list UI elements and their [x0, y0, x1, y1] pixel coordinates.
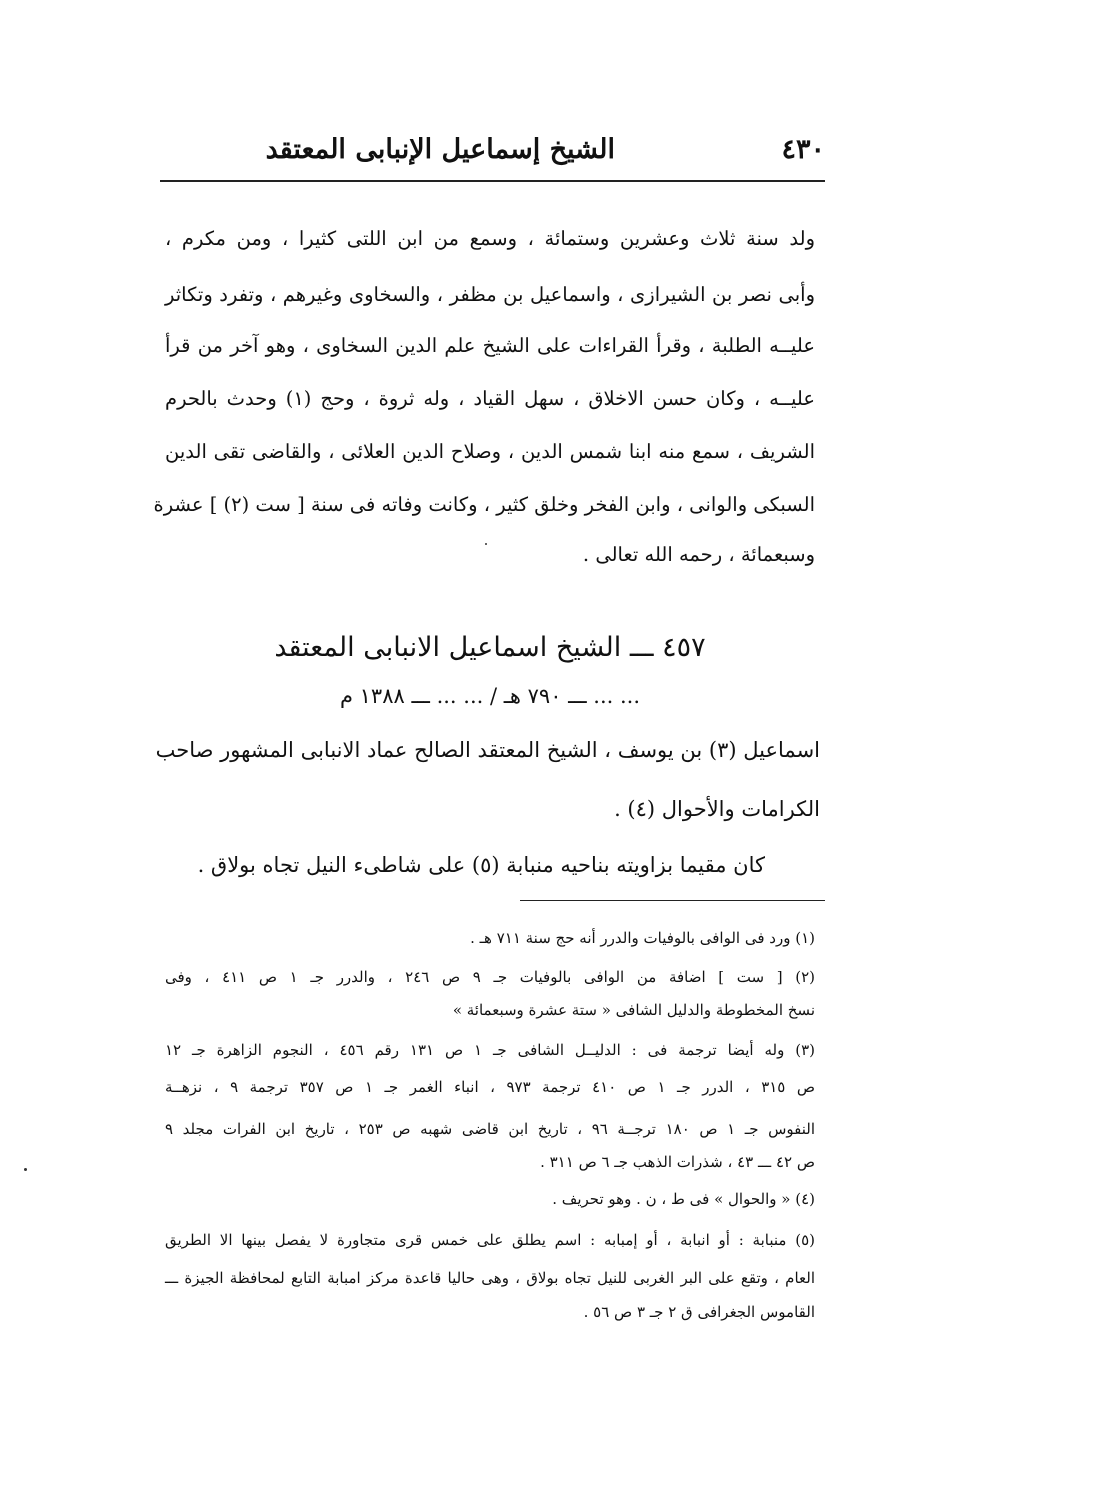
footnote-line: العام ، وتقع على البر الغربى للنيل تجاه بولاق ، وهى حاليا قاعدة مركز امبابة التابع لمحافظة الجيزة ـــ — [165, 1269, 815, 1287]
page-number: ٤٣٠ — [781, 134, 825, 165]
text-line: الشريف ، سمع منه ابنا شمس الدين ، وصلاح الدين العلائى ، والقاضى تقى الدين — [165, 440, 815, 463]
footnote-line: القاموس الجغرافى ق ٢ جـ ٣ ص ٥٦ . — [583, 1303, 815, 1321]
bio-line: الكرامات والأحوال (٤) . — [614, 797, 820, 821]
bio-line: كان مقيما بزاويته بناحيه منبابة (٥) على شاطىء النيل تجاه بولاق . — [197, 853, 765, 877]
footnote-line: (٤) « والحوال » فى ط ، ن . وهو تحريف . — [552, 1190, 815, 1208]
footnote-line: نسخ المخطوطة والدليل الشافى « ستة عشرة وسبعمائة » — [452, 1001, 815, 1019]
text-line: وأبى نصر بن الشيرازى ، واسماعيل بن مظفر ، والسخاوى وغيرهم ، وتفرد وتكاثر — [165, 283, 815, 306]
bio-line: اسماعيل (٣) بن يوسف ، الشيخ المعتقد الصالح عماد الانبابى المشهور صاحب — [155, 738, 820, 762]
footnote-line: (٥) منبابة : أو انبابة ، أو إمبابه : اسم يطلق على خمس قرى متجاورة لا يفصل بينها الا الطريق — [165, 1231, 815, 1249]
footnote-line: ص ٤٢ ـــ ٤٣ ، شذرات الذهب جـ ٦ ص ٣١١ . — [540, 1153, 815, 1171]
text-line: وسبعمائة ، رحمه الله تعالى . — [582, 543, 815, 566]
scan-speck — [485, 543, 487, 545]
text-line: عليــه ، وكان حسن الاخلاق ، سهل القياد ، وله ثروة ، وحج (١) وحدث بالحرم — [165, 387, 815, 410]
entry-dates: ... ... ـــ ٧٩٠ هـ / ... ... ـــ ١٣٨٨ م — [339, 684, 641, 708]
header-rule — [160, 180, 825, 182]
running-title: الشيخ إسماعيل الإنبابى المعتقد — [265, 134, 615, 165]
footnote-line: ص ٣١٥ ، الدرر جـ ١ ص ٤١٠ ترجمة ٩٧٣ ، انباء الغمر جـ ١ ص ٣٥٧ ترجمة ٩ ، نزهــة — [165, 1078, 816, 1096]
text-line: عليــه الطلبة ، وقرأ القراءات على الشيخ علم الدين السخاوى ، وهو آخر من قرأ — [165, 334, 815, 357]
entry-heading: ٤٥٧ ـــ الشيخ اسماعيل الانبابى المعتقد — [274, 632, 706, 663]
footnote-rule — [520, 900, 825, 901]
footnote-line: (١) ورد فى الوافى بالوفيات والدرر أنه حج سنة ٧١١ هـ . — [470, 929, 815, 947]
footnote-line: (٢) [ ست ] اضافة من الوافى بالوفيات جـ ٩ ص ٢٤٦ ، والدرر جـ ١ ص ٤١١ ، وفى — [165, 968, 816, 986]
running-header — [160, 130, 825, 178]
text-line: السبكى والوانى ، وابن الفخر وخلق كثير ، وكانت وفاته فى سنة [ ست (٢) ] عشرة — [153, 493, 815, 516]
scan-speck — [24, 1168, 27, 1171]
footnote-line: النفوس جـ ١ ص ١٨٠ ترجــة ٩٦ ، تاريخ ابن قاضى شهبه ص ٢٥٣ ، تاريخ ابن الفرات مجلد ٩ — [165, 1120, 815, 1138]
footnote-line: (٣) وله أيضا ترجمة فى : الدليــل الشافى جـ ١ ص ١٣١ رقم ٤٥٦ ، النجوم الزاهرة جـ ١٢ — [165, 1041, 816, 1059]
text-line: ولد سنة ثلاث وعشرين وستمائة ، وسمع من ابن اللتى كثيرا ، ومن مكرم ، — [165, 227, 815, 250]
